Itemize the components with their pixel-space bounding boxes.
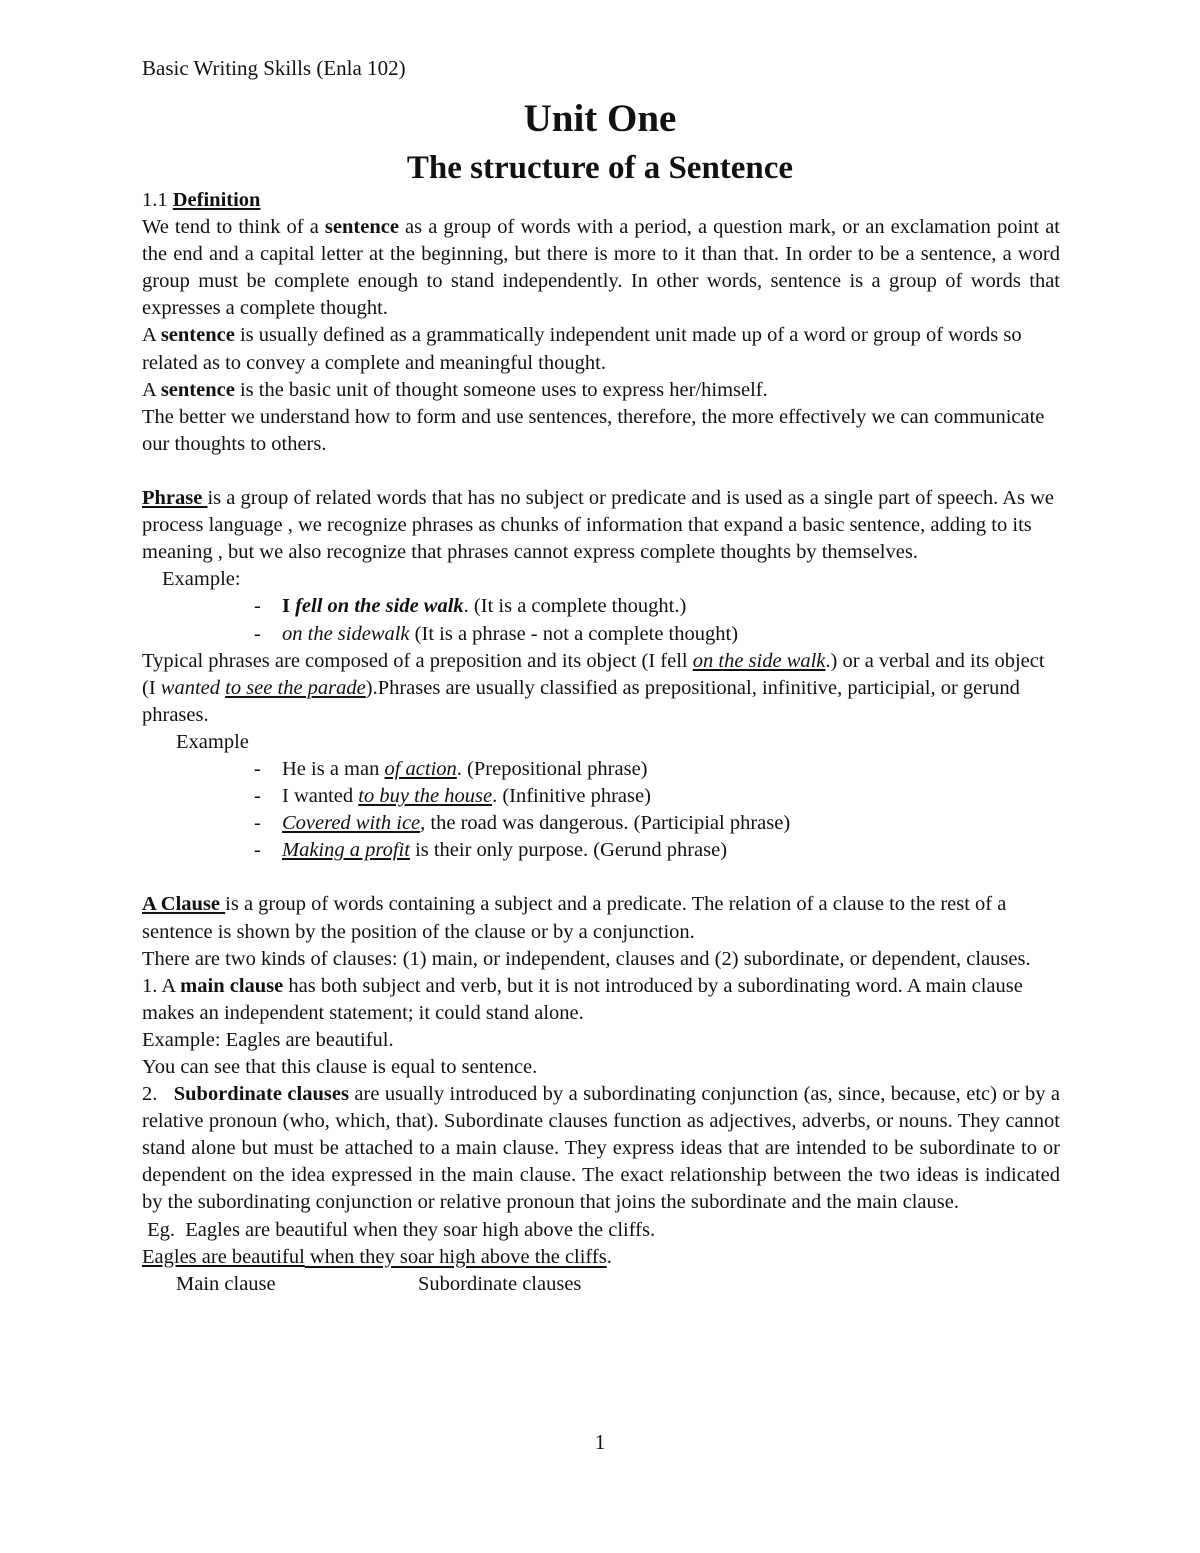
list-item: - He is a man of action. (Prepositional phrase) [254,757,648,780]
phrase-example-1: - I fell on the side walk. (It is a complete thought.) [254,595,687,618]
clause-labels [142,1271,1060,1298]
clause-eg: Eg. Eagles are beautiful when they soar high above the cliffs. [142,1218,656,1241]
list-item: - I wanted to buy the house. (Infinitive phrase) [254,785,651,808]
subordinate-clause-label: Subordinate clauses [418,1272,582,1295]
typical-phrases-paragraph: Typical phrases are composed of a preposition and its object (I fell on the side walk.) or a verbal and its object (I wanted to see the parade).Phrases are usually classified as prepositional, infinitive, participial, or gerund phrases. [142,649,1045,726]
running-header: Basic Writing Skills (Enla 102) [142,56,406,80]
main-clause-example: Example: Eagles are beautiful. [142,1028,394,1051]
bold-term: sentence [160,324,235,347]
list-item: - Covered with ice, the road was dangerous. (Participial phrase) [254,812,791,835]
phrase-example-2: - on the sidewalk (It is a phrase - not a complete thought) [254,622,739,645]
bold-term: sentence [160,378,235,401]
phrase-example2-label: Example [176,730,249,753]
phrase-example-label: Example: [162,568,241,591]
section-number: 1.1 [142,189,173,211]
clause-split-example: Eagles are beautiful when they soar high above the cliffs. [142,1245,612,1268]
clause-kinds: There are two kinds of clauses: (1) main, or independent, clauses and (2) subordinate, or dependent, clauses. [142,947,1031,970]
main-clause-paragraph: 1. A main clause has both subject and verb, but it is not introduced by a subordinating word. A main clause makes an independent statement; it could stand alone. [142,974,1023,1024]
main-clause-label: Main clause [176,1272,276,1295]
clause-term: A Clause [142,893,226,916]
phrase-paragraph: Phrase is a group of related words that has no subject or predicate and is used as a single part of speech. As we process language , we recognize phrases as chunks of information that expand a basic sentence, adding to its meaning , but we also recognize that phrases cannot express complete thoughts by themselves. [142,487,1055,564]
page-number: 1 [594,1430,606,1454]
definition-paragraph-1: We tend to think of a sentence as a group of words with a period, a question mark, or an exclamation point at the end and a capital letter at the beginning, but there is more to it than that. In order to be a sentence, a word group must be complete enough to stand independently. In other words, sentence is a group of words that expresses a complete thought. [142,216,1060,320]
list-item: - Making a profit is their only purpose. (Gerund phrase) [254,839,728,862]
definition-paragraph-2: A sentence is usually defined as a grammatically independent unit made up of a word or group of words so related as to convey a complete and meaningful thought. [142,324,1022,374]
phrase-term: Phrase [142,487,208,510]
clause-paragraph: A Clause is a group of words containing a subject and a predicate. The relation of a clause to the rest of a sentence is shown by the position of the clause or by a conjunction. [142,893,1007,943]
bold-term: sentence [324,216,399,239]
section-heading: Definition [172,189,261,211]
definition-paragraph-3: A sentence is the basic unit of thought someone uses to express her/himself. [142,378,768,401]
definition-paragraph-4: The better we understand how to form and use sentences, therefore, the more effectively we can communicate our thoughts to others. [142,405,1045,455]
definition-heading [142,187,1060,214]
unit-title: Unit One [523,97,677,140]
subordinate-clause-paragraph: 2. Subordinate clauses are usually introduced by a subordinating conjunction (as, since, because, etc) or by a relative pronoun (who, which, that). Subordinate clauses function as adjectives, adverbs, or nouns. They cannot stand alone but must be attached to a main clause. They express ideas that are intended to be subordinate to or dependent on the idea expressed in the main clause. The exact relationship between the two ideas is indicated by the subordinating conjunction or relative pronoun that joins the subordinate and the main clause. [142,1083,1061,1214]
document-body [142,187,1060,1298]
unit-subtitle: The structure of a Sentence [406,150,794,186]
main-clause-note: You can see that this clause is equal to sentence. [142,1056,538,1078]
